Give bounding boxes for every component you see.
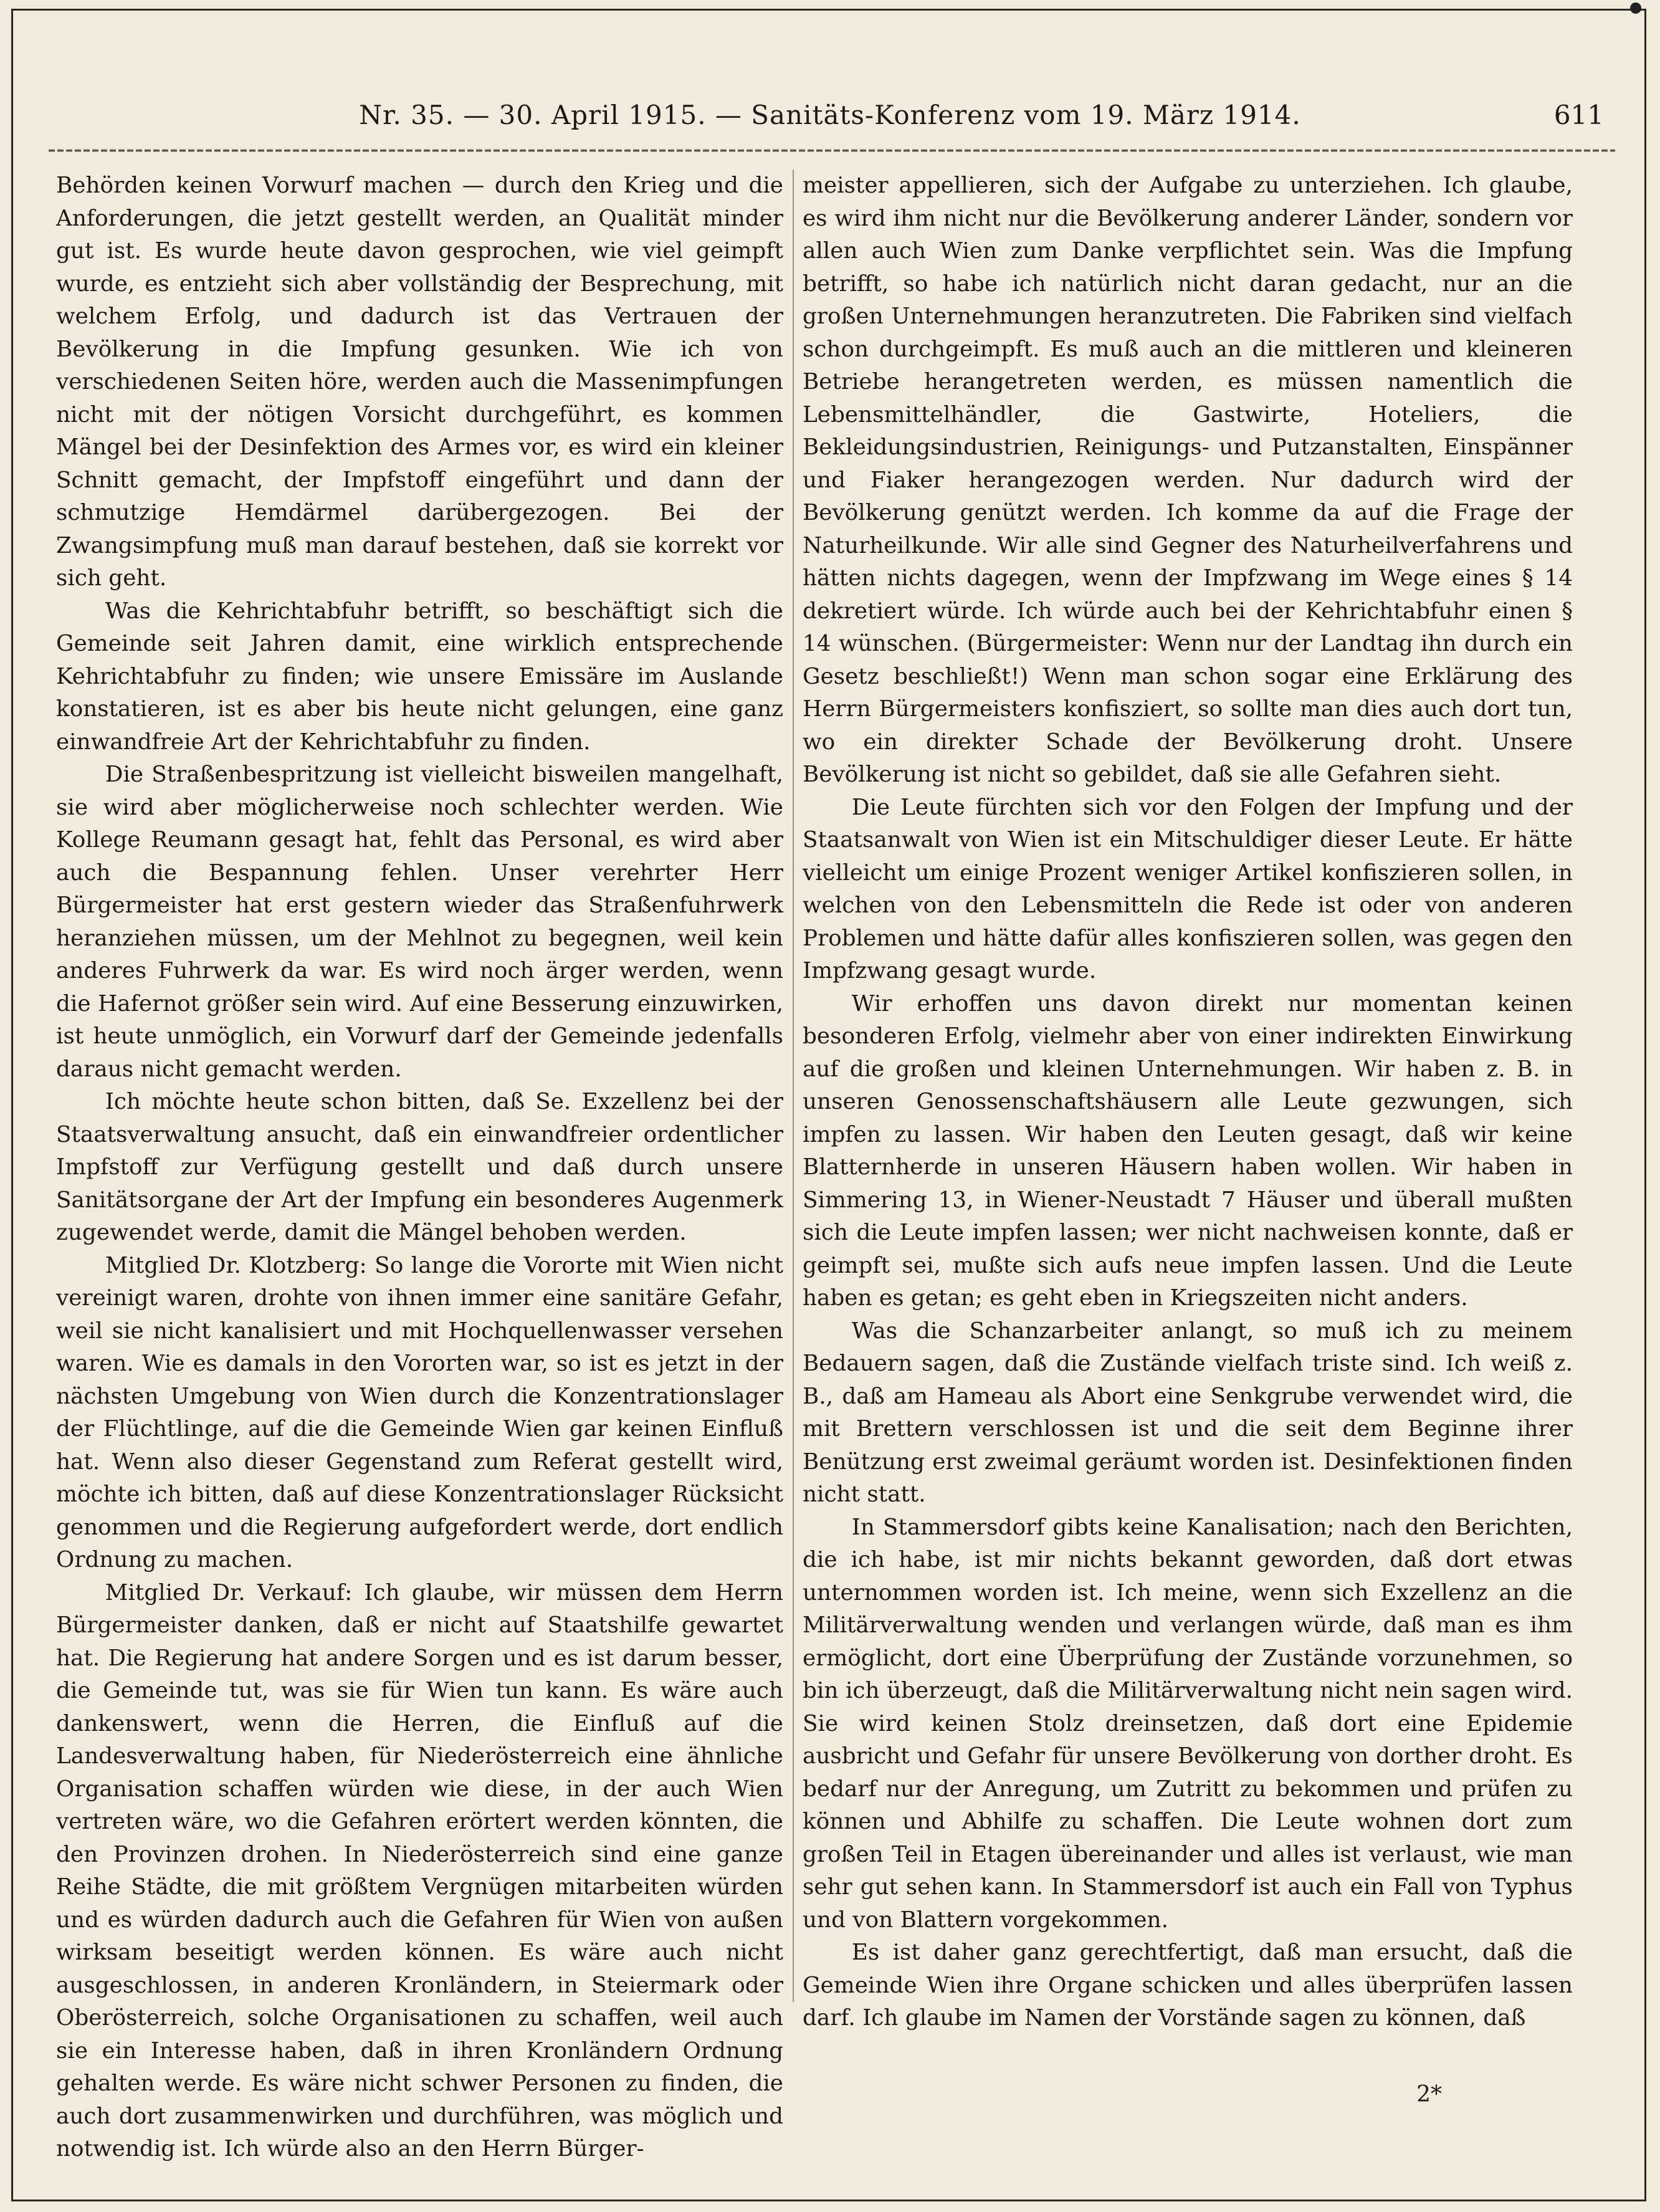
paragraph: In Stammersdorf gibts keine Kanalisation; nach den Berichten, die ich habe, ist mir nichts bekannt geworden, daß dort etwas unternommen worden ist. Ich meine, wenn sich Exzellenz an die Militärverwaltung wenden und verlangen würde, daß man es ihm ermöglicht, dort eine Überprüfung der Zustände vorzunehmen, so bin ich überzeugt, daß die Militärverwaltung nicht nein sagen wird. Sie wird keinen Stolz dreinsetzen, daß dort eine Epidemie ausbricht und Gefahr für unsere Bevölkerung von dorther droht. Es bedarf nur der Anregung, um Zutritt zu bekommen und prüfen zu können und Abhilfe zu schaffen. Die Leute wohnen dort zum großen Teil in Etagen übereinander und alles ist verlaust, wie man sehr gut sehen kann. In Stammersdorf ist auch ein Fall von Typhus und von Blattern vorgekommen. [803,1514,1573,1933]
punch-hole-dot [1630,2,1641,14]
paragraph: Die Leute fürchten sich vor den Folgen der Impfung und der Staatsanwalt von Wien ist ein Mitschuldiger dieser Leute. Er hätte vielleicht um einige Prozent weniger Artikel konfiszieren sollen, in welchen von den Lebensmitteln die Rede ist oder von anderen Problemen und hätte dafür alles konfiszieren sollen, was gegen den Impfzwang gesagt wurde. [803,794,1573,984]
paragraph: Wir erhoffen uns davon direkt nur momentan keinen besonderen Erfolg, vielmehr aber von einer indirekten Einwirkung auf die großen und kleinen Unternehmungen. Wir haben z. B. in unseren Genossenschaftshäusern alle Leute gezwungen, sich impfen zu lassen. Wir haben den Leuten gesagt, daß wir keine Blatternherde in unseren Häusern haben wollen. Wir haben in Simmering 13, in Wiener-Neustadt 7 Häuser und überall mußten sich die Leute impfen lassen; wer nicht nachweisen konnte, daß er geimpft sei, mußte sich aufs neue impfen lassen. Und die Leute haben es getan; es geht eben in Kriegszeiten nicht anders. [803,990,1573,1311]
paragraph: Die Straßenbespritzung ist vielleicht bisweilen mangelhaft, sie wird aber möglicherweise noch schlechter werden. Wie Kollege Reumann gesagt hat, fehlt das Personal, es wird aber auch die Bespannung fehlen. Unser verehrter Herr Bürgermeister hat erst gestern wieder das Straßenfuhrwerk heranziehen müssen, um der Mehlnot zu begegnen, weil kein anderes Fuhrwerk da war. Es wird noch ärger werden, wenn die Hafernot größer sein wird. Auf eine Besserung einzuwirken, ist heute unmöglich, ein Vorwurf darf der Gemeinde jedenfalls daraus nicht gemacht werden. [56,762,783,1082]
right-column [803,170,1573,2035]
column-divider [793,170,794,2002]
running-header [0,100,1660,137]
paragraph: Mitglied Dr. Klotzberg: So lange die Vororte mit Wien nicht vereinigt waren, drohte von ihnen immer eine sanitäre Gefahr, weil sie nicht kanalisiert und mit Hochquellenwasser versehen waren. Wie es damals in den Vororten war, so ist es jetzt in der nächsten Umgebung von Wien durch die Konzentrationslager der Flüchtlinge, auf die die Gemeinde Wien gar keinen Einfluß hat. Wenn also dieser Gegenstand zum Referat gestellt wird, möchte ich bitten, daß auf diese Konzentrationslager Rücksicht genommen und die Regierung aufgefordert werde, dort endlich Ordnung zu machen. [56,1252,783,1573]
paragraph: Was die Schanzarbeiter anlangt, so muß ich zu meinem Bedauern sagen, daß die Zustände vielfach triste sind. Ich weiß z. B., daß am Hameau als Abort eine Senkgrube verwendet wird, die mit Brettern verschlossen ist und die seit dem Beginne ihrer Benützung erst zweimal geräumt worden ist. Desinfektionen finden nicht statt. [803,1318,1573,1507]
paragraph: Ich möchte heute schon bitten, daß Se. Exzellenz bei der Staatsverwaltung ansucht, daß ein einwandfreier ordentlicher Impfstoff zur Verfügung gestellt und daß durch unsere Sanitätsorgane der Art der Impfung ein besonderes Augenmerk zugewendet werde, damit die Mängel behoben werden. [56,1089,783,1245]
paragraph: Behörden keinen Vorwurf machen — durch den Krieg und die Anforderungen, die jetzt gestellt werden, an Qualität minder gut ist. Es wurde heute davon gesprochen, wie viel geimpft wurde, es entzieht sich aber vollständig der Besprechung, mit welchem Erfolg, und dadurch ist das Vertrauen der Bevölkerung in die Impfung gesunken. Wie ich von verschiedenen Seiten höre, werden auch die Massenimpfungen nicht mit der nötigen Vorsicht durchgeführt, es kommen Mängel bei der Desinfektion des Armes vor, es wird ein kleiner Schnitt gemacht, der Impfstoff eingeführt und dann der schmutzige Hemdärmel darübergezogen. Bei der Zwangsimpfung muß man darauf bestehen, daß sie korrekt vor sich geht. [56,173,783,591]
paragraph: meister appellieren, sich der Aufgabe zu unterziehen. Ich glaube, es wird ihm nicht nur die Bevölkerung anderer Länder, sondern vor allen auch Wien zum Danke verpflichtet sein. Was die Impfung betrifft, so habe ich natürlich nicht daran gedacht, nur an die großen Unternehmungen heranzutreten. Die Fabriken sind vielfach schon durchgeimpft. Es muß auch an die mittleren und kleineren Betriebe herangetreten werden, es müssen namentlich die Lebensmittelhändler, die Gastwirte, Hoteliers, die Bekleidungsindustrien, Reinigungs- und Putzanstalten, Einspänner und Fiaker herangezogen werden. Nur dadurch wird der Bevölkerung genützt werden. Ich komme da auf die Frage der Naturheilkunde. Wir alle sind Gegner des Naturheilverfahrens und hätten nichts dagegen, wenn der Impfzwang im Wege eines § 14 dekretiert würde. Ich würde auch bei der Kehrichtabfuhr einen § 14 wünschen. (Bürgermeister: Wenn nur der Landtag ihn durch ein Gesetz beschließt!) Wenn man schon sogar eine Erklärung des Herrn Bürgermeisters konfisziert, so sollte man dies auch dort tun, wo ein direkter Schade der Bevölkerung droht. Unsere Bevölkerung ist nicht so gebildet, daß sie alle Gefahren sieht. [803,173,1573,787]
paragraph: Was die Kehrichtabfuhr betrifft, so beschäftigt sich die Gemeinde seit Jahren damit, eine wirklich entsprechende Kehrichtabfuhr zu finden; wie unsere Emissäre im Auslande konstatieren, ist es aber bis heute nicht gelungen, eine ganz einwandfreie Art der Kehrichtabfuhr zu finden. [56,598,783,755]
page-number: 611 [1553,100,1604,130]
signature-mark: 2* [1416,2082,1442,2107]
paragraph: Es ist daher ganz gerechtfertigt, daß man ersucht, daß die Gemeinde Wien ihre Organe schicken und alles überprüfen lassen darf. Ich glaube im Namen der Vorstände sagen zu können, daß [803,1940,1573,2031]
paragraph: Mitglied Dr. Verkauf: Ich glaube, wir müssen dem Herrn Bürgermeister danken, daß er nicht auf Staatshilfe gewartet hat. Die Regierung hat andere Sorgen und es ist darum besser, die Gemeinde tut, was sie für Wien tun kann. Es wäre auch dankenswert, wenn die Herren, die Einfluß auf die Landesverwaltung haben, für Niederösterreich eine ähnliche Organisation schaffen würden wie diese, in der auch Wien vertreten wäre, wo die Gefahren erörtert werden könnten, die den Provinzen drohen. In Niederösterreich sind eine ganze Reihe Städte, die mit größtem Vergnügen mitarbeiten würden und es würden dadurch auch die Gefahren für Wien von außen wirksam beseitigt werden können. Es wäre auch nicht ausgeschlossen, in anderen Kronländern, in Steiermark oder Oberösterreich, solche Organisationen zu schaffen, weil auch sie ein Interesse haben, daß in ihren Kronländern Ordnung gehalten werde. Es wäre nicht schwer Personen zu finden, die auch dort zusammenwirken und durchführen, was möglich und notwendig ist. Ich würde also an den Herrn Bürger- [56,1579,783,2162]
left-column [56,170,783,2166]
header-title: Nr. 35. — 30. April 1915. — Sanitäts-Konferenz vom 19. März 1914. [359,100,1301,130]
